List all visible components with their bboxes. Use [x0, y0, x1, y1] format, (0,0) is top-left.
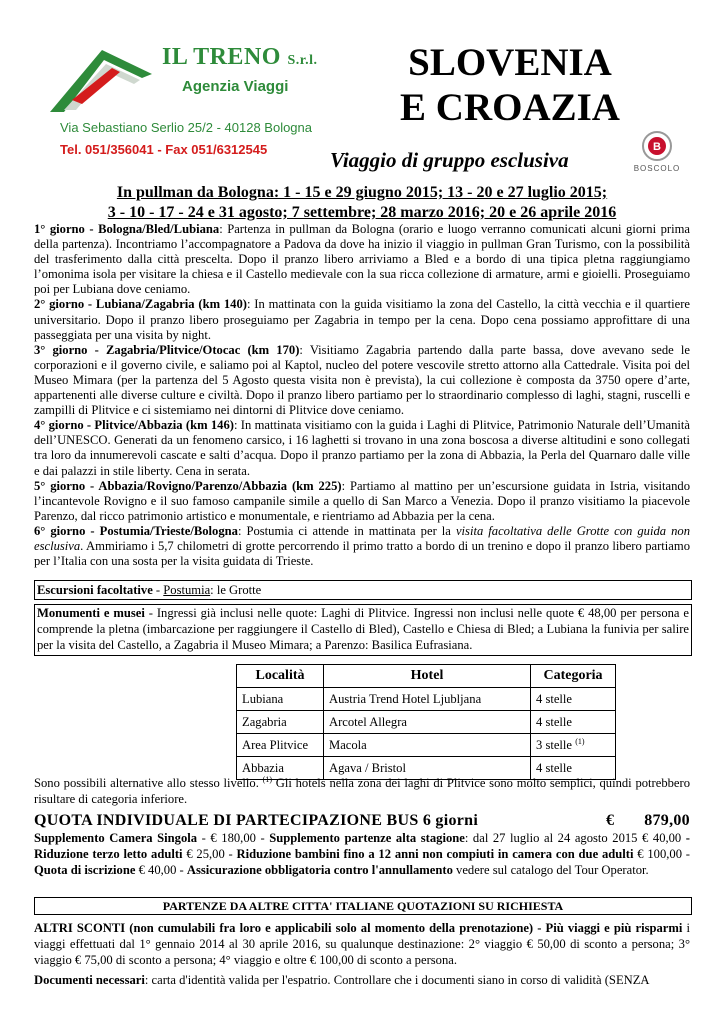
itinerary-day: 1° giorno - Bologna/Bled/Lubiana: Partenza in pullman da Bologna (orario e luogo verranno comunicati alcuni giorni prima della partenza). Incontriamo l’accompagnatore a Padova da dove ha inizio il viaggio in pullman Gran Turismo, con la possibilità del trasferimento dalla città prescelta. Dopo il pranzo libero arriviamo a Bled e a bordo di una tipica pletna raggiungiamo l’omonima isola per visitare la chiesa e il Castello medievale con la sua ricca collezione di armature, armi e gioielli. Proseguiamo poi per Lubiana dove ceniamo. [34, 222, 691, 297]
price-label: QUOTA INDIVIDUALE DI PARTECIPAZIONE BUS 6 giorni [34, 812, 479, 829]
other-discounts: ALTRI SCONTI (non cumulabili fra loro e applicabili solo al momento della prenotazione) - Più viaggi e più risparmi i viaggi effettuati dal 1° gennaio 2014 al 30 aprile 2016, su qualunque destinazione: 2° viaggio € 50,00 di sconto a persona; 3° viaggio € 75,00 di sconto a persona; 4° viaggio e oltre € 100,00 di sconto a persona. [34, 921, 690, 967]
other-departures-banner: PARTENZE DA ALTRE CITTA' ITALIANE QUOTAZIONI SU RICHIESTA [34, 897, 692, 915]
agency-address: Via Sebastiano Serlio 25/2 - 40128 Bologna [60, 120, 313, 135]
supplements: Supplemento Camera Singola - € 180,00 - Supplemento partenze alta stagione: dal 27 luglio al 24 agosto 2015 € 40,00 - Riduzione terzo letto adulti € 25,00 - Riduzione bambini fino a 12 anni non compiuti in camera con due adulti € 100,00 - Quota di iscrizione € 40,00 - Assicurazione obbligatoria contro l'annullamento vedere sul catalogo del Tour Operator. [34, 831, 690, 877]
company-name: IL TRENO S.r.l. [162, 44, 318, 70]
itinerary [34, 222, 690, 569]
itinerary-day: 4° giorno - Plitvice/Abbazia (km 146): In mattinata visitiamo con la guida i Laghi di Plitvice, Patrimonio Naturale dell’Umanità dell’UNESCO. Generati da un fenomeno carsico, i 16 laghetti si trovano in una zona boscosa a diverse altitudini e sono collegati tra loro da innumerevoli cascate e salti d’acqua. Dopo il pranzo partiamo per la zona di Abbazia, la Perla del Quarnaro dalle ville e dai palazzi in stile liberty. Cena in serata. [34, 418, 690, 478]
agency-phone: Tel. 051/356041 - Fax 051/6312545 [60, 142, 268, 157]
price-value: 879,00 [644, 812, 690, 829]
train-logo-icon [42, 40, 162, 116]
table-header-row [237, 665, 616, 688]
table-row: Lubiana Austria Trend Hotel Ljubljana 4 stelle [237, 688, 616, 711]
table-row: Abbazia Agava / Bristol 4 stelle [237, 757, 616, 780]
table-row: Zagabria Arcotel Allegra 4 stelle [237, 711, 616, 734]
col-header-hotel: Hotel [324, 665, 531, 688]
col-header-location: Località [237, 665, 324, 688]
page-title: SLOVENIA E CROAZIA [400, 41, 620, 129]
boscolo-emblem-icon [624, 128, 690, 164]
itinerary-day: 6° giorno - Postumia/Trieste/Bologna: Postumia ci attende in mattinata per la visita facoltativa delle Grotte con guida non esclusiva. Ammiriamo i 5,7 chilometri di grotte percorrendo il primo tratto a bordo di un trenino e dopo il pranzo libero partiamo per l’Italia con una sosta per la visita guidata di Trieste. [34, 523, 691, 569]
col-header-category: Categoria [531, 665, 616, 688]
optional-excursions: Escursioni facoltative - Postumia: le Grotte [34, 580, 692, 600]
svg-text:B: B [653, 141, 661, 153]
itinerary-day: 5° giorno - Abbazia/Rovigno/Parenzo/Abbazia (km 225): Partiamo al mattino per un’escursione guidata in Istria, visitando l’incantevole Rovigno e il suo famoso campanile simile a quello di San Marco a Venezia. Dopo il pranzo visitiamo la piacevole Parenzo, dal ricco patrimonio artistico e monumentale, e rientriamo ad Abbazia per la cena. [34, 478, 690, 523]
hotel-note: Sono possibili alternative allo stesso livello. $^{(1)}$ Gli hotels nella zona dei laghi di Plitvice sono molto semplici, quindi potrebbero risultare di categoria inferiore. [34, 775, 690, 807]
hotel-table [236, 664, 616, 780]
boscolo-logo: B BOSCOLO [624, 128, 690, 174]
agency-logo [42, 40, 318, 168]
table-row: Area Plitvice Macola 3 stelle $^{(1)}$ [237, 734, 616, 757]
required-documents: Documenti necessari: carta d'identità valida per l'espatrio. Controllare che i documenti siano in corso di validità (SENZA [34, 973, 650, 987]
price-currency: € [606, 812, 615, 829]
itinerary-day: 3° giorno - Zagabria/Plitvice/Otocac (km 170): Visitiamo Zagabria partendo dalla parte bassa, dove avevano sede le corporazioni e il governo civile, e saliamo poi al Kaptol, nucleo del potere vescovile stretto attorno alla Cattedrale. Visita poi del Museo Mimara (per la partenza del 5 Agosto questa visita non è prevista), la cui collezione è composta da 3750 opere d’arte, appartenenti alle diverse culture e civiltà. Dopo il pranzo libero partiamo per lo straordinario complesso di laghi, stagni, ruscelli e zampilli di Plitvice e ci sistemiamo nei dintorni di Plitvice dove ceniamo. [34, 342, 690, 418]
itinerary-day: 2° giorno - Lubiana/Zagabria (km 140): In mattinata con la guida visitiamo la zona del Castello, la città vecchia e il quartiere universitario. Dopo il pranzo libero proseguiamo per Zagabria in tempo per la cena. Dopo cena possiamo approfittare di una passeggiata per una visita by night. [34, 297, 690, 342]
price-line [34, 812, 690, 830]
page-subtitle: Viaggio di gruppo esclusiva [330, 148, 569, 172]
monuments-museums: Monumenti e musei - Ingressi già inclusi nelle quote: Laghi di Plitvice. Ingressi non inclusi nelle quote € 48,00 per persona e comprende la pletna (imbarcazione per raggiungere il Castello di Bled), Castello e Chiesa di Bled; a Lubiana la funivia per salire per la visita del Castello, a Zagabria il Museo Mimara; a Parenzo: Basilica Eufrasiana. [34, 604, 692, 656]
departure-dates: In pullman da Bologna: 1 - 15 e 29 giugno 2015; 13 - 20 e 27 luglio 2015; 3 - 10 - 17 - 24 e 31 agosto; 7 settembre; 28 marzo 2016; 20 e 26 aprile 2016 [107, 184, 617, 221]
agency-name: Agenzia Viaggi [182, 78, 289, 95]
